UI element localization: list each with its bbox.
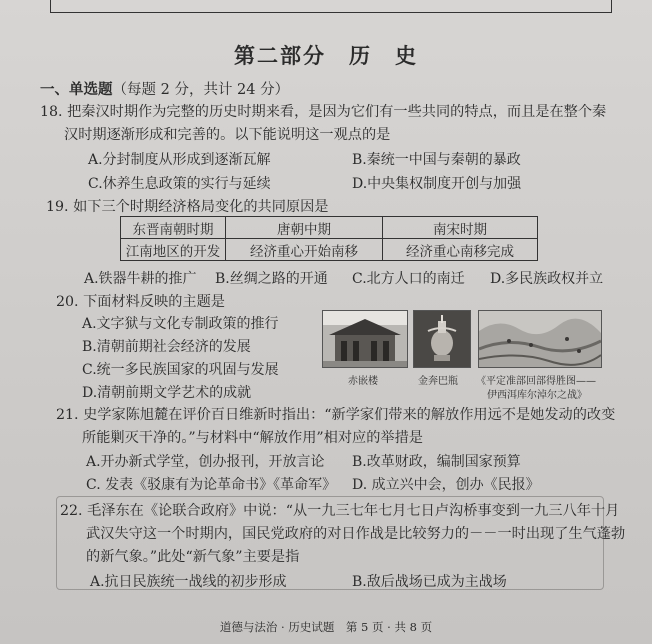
q22-option-a: A.抗日民族统一战线的初步形成 — [90, 574, 287, 590]
q22-option-b: B.敌后战场已成为主战场 — [352, 574, 507, 590]
q20-option-b: B.清朝前期社会经济的发展 — [82, 339, 251, 355]
q19-option-a: A.铁器牛耕的推广 — [84, 271, 197, 287]
table-cell: 东晋南朝时期 — [121, 217, 226, 239]
q19-stem: 19. 如下三个时期经济格局变化的共同原因是 — [46, 199, 329, 215]
chikan-tower-image — [322, 310, 408, 368]
q21-stem-line1: 21. 史学家陈旭麓在评价百日维新时指出：“新学家们带来的解放作用远不是她发动的改变 — [56, 407, 616, 423]
caption-chikan-tower: 赤嵌楼 — [348, 376, 378, 387]
table-cell: 唐朝中期 — [226, 217, 383, 239]
q21-option-a: A.开办新式学堂，创办报刊，开放言论 — [86, 454, 325, 470]
q21-option-c: C. 发表《驳康有为论革命书》《革命军》 — [86, 477, 337, 493]
section-heading — [40, 78, 289, 99]
q20-option-c: C.统一多民族国家的巩固与发展 — [82, 362, 279, 378]
q22-stem-line3: 的新气象。”此处“新气象”主要是指 — [86, 549, 300, 565]
previous-answer-box — [50, 0, 612, 13]
q21-stem-line2: 所能剿灭干净的。”与材料中“解放作用”相对应的举措是 — [82, 430, 423, 446]
q18-option-a: A.分封制度从形成到逐渐瓦解 — [88, 152, 271, 168]
q20-option-a: A.文字狱与文化专制政策的推行 — [82, 316, 279, 332]
table-cell: 经济重心南移完成 — [383, 239, 538, 261]
q21-option-b: B.改革财政，编制国家预算 — [352, 454, 521, 470]
q18-stem-line1: 18. 把秦汉时期作为完整的历史时期来看，是因为它们有一些共同的特点，而且是在整个秦 — [40, 104, 607, 120]
q19-option-b: B.丝绸之路的开通 — [215, 271, 328, 287]
table-cell: 经济重心开始南移 — [226, 239, 383, 261]
caption-painting-line2: 伊西洱库尔淖尔之战》 — [487, 390, 587, 401]
q19-table — [120, 216, 538, 261]
caption-golden-urn: 金奔巴瓶 — [418, 376, 458, 387]
section-label: 一、单选题 — [40, 81, 113, 98]
victory-painting-image — [478, 310, 602, 368]
table-row — [121, 217, 538, 239]
q18-option-b: B.秦统一中国与秦朝的暴政 — [352, 152, 521, 168]
page-title: 第二部分 历 史 — [234, 43, 418, 68]
q20-option-d: D.清朝前期文学艺术的成就 — [82, 385, 252, 401]
q18-stem-line2: 汉时期逐渐形成和完善的。以下能说明这一观点的是 — [64, 127, 391, 143]
golden-urn-image — [413, 310, 471, 368]
q19-option-d: D.多民族政权并立 — [490, 271, 604, 287]
q22-stem-line2: 武汉失守这一个时期内，国民党政府的对日作战是比较努力的－－一时出现了生气蓬勃 — [86, 526, 626, 542]
q18-option-c: C.休养生息政策的实行与延续 — [88, 176, 271, 192]
caption-painting-line1: 《平定准部回部得胜图—— — [476, 376, 596, 387]
q19-option-c: C.北方人口的南迁 — [352, 271, 465, 287]
q18-option-d: D.中央集权制度开创与加强 — [352, 176, 522, 192]
q20-stem: 20. 下面材料反映的主题是 — [56, 294, 225, 310]
q22-stem-line1: 22. 毛泽东在《论联合政府》中说：“从一九三七年七月七日卢沟桥事变到一九三八年十月 — [60, 503, 620, 519]
q21-option-d: D. 成立兴中会，创办《民报》 — [352, 477, 540, 493]
section-note: （每题 2 分，共计 24 分） — [112, 82, 290, 98]
table-cell: 江南地区的开发 — [121, 239, 226, 261]
table-cell: 南宋时期 — [383, 217, 538, 239]
page-footer: 道德与法治 · 历史试题 第 5 页 · 共 8 页 — [219, 620, 433, 634]
table-row — [121, 239, 538, 261]
